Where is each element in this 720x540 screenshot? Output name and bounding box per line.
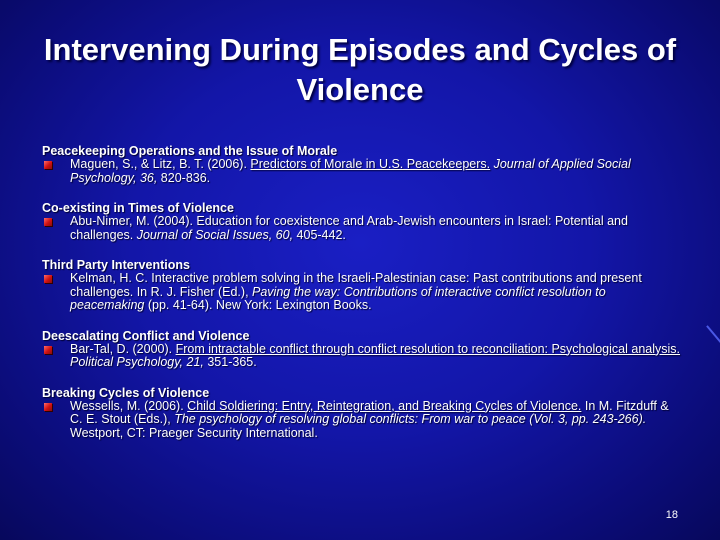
reference-entry [42,272,682,313]
reference-source: Paving the way: Contributions of interactive conflict resolution to peacemaking [70,284,606,312]
reference-text: Maguen, S., & Litz, B. T. (2006). [70,157,251,171]
reference-text: 820-836. [157,170,211,185]
reference-section [42,144,682,185]
reference-section [42,329,682,370]
section-heading: Breaking Cycles of Violence [42,385,210,400]
reference-section [42,386,682,441]
reference-link[interactable]: From intractable conflict through conflict resolution to reconciliation: Psychological analysis. [175,341,681,356]
section-heading: Co-existing in Times of Violence [42,201,234,215]
reference-entry [42,215,682,242]
reference-source: Journal of Applied Social Psychology, 36, [70,157,631,185]
reference-text: Wessells, M. (2006). [70,398,188,413]
slide-title: Intervening During Episodes and Cycles of Violence [43,32,677,107]
bullet-icon [44,275,52,283]
reference-text: Bar-Tal, D. (2000). [70,341,176,356]
decorative-line [706,325,720,365]
bullet-icon [44,161,52,169]
reference-text: Abu-Nimer, M. (2004). Education for coexistence and Arab-Jewish encounters in Israel: Potential and challenges. [70,214,628,242]
reference-source: Political Psychology, 21, [70,355,204,369]
page-number: 18 [665,509,678,521]
bullet-icon [44,346,52,354]
reference-entry [42,343,682,370]
reference-entry [42,158,682,185]
reference-link[interactable]: Child Soldiering: Entry, Reintegration, and Breaking Cycles of Violence. [187,398,582,413]
reference-text: (pp. 41-64). New York: Lexington Books. [144,298,372,312]
reference-link[interactable]: Predictors of Morale in U.S. Peacekeepers. [250,157,491,171]
section-heading: Third Party Interventions [42,258,190,272]
reference-text: Westport, CT: Praeger Security International. [70,425,318,440]
reference-text: 351-365. [203,355,257,369]
reference-text: 405-442. [293,227,346,242]
reference-text: Kelman, H. C. Interactive problem solving in the Israeli-Palestinian case: Past contributions and present challenges. In R. J. Fisher (Ed.), [70,271,642,299]
section-heading: Peacekeeping Operations and the Issue of Morale [42,144,338,158]
bullet-icon [44,218,52,226]
bullet-icon [44,403,52,411]
reference-section [42,258,682,313]
reference-entry [42,400,682,441]
reference-source: Journal of Social Issues, 60, [136,227,294,242]
reference-section [42,201,682,242]
section-heading: Deescalating Conflict and Violence [42,328,250,343]
reference-text: In M. Fitzduff & C. E. Stout (Eds.), [70,398,669,426]
reference-list [42,144,682,456]
reference-source: The psychology of resolving global conflicts: From war to peace (Vol. 3, pp. 243-266). [174,412,647,426]
